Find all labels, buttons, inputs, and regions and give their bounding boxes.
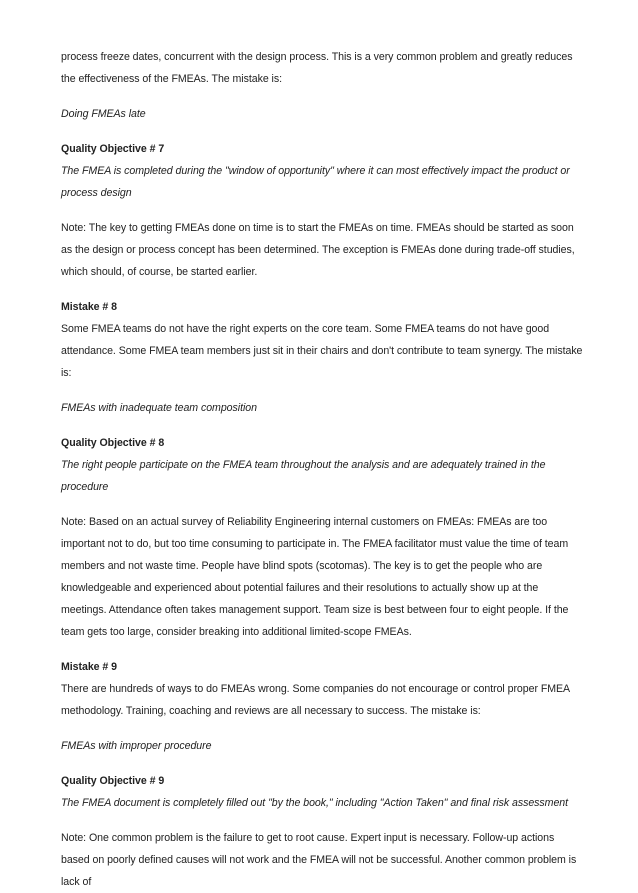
mistake-9-summary: FMEAs with improper procedure <box>61 740 212 752</box>
intro-paragraph: process freeze dates, concurrent with the design process. This is a very common problem and greatly reduces the effectiveness of the FMEAs. The mistake is: <box>61 51 573 85</box>
note-9: Note: One common problem is the failure to get to root cause. Expert input is necessary. Follow-up actions based on poorly defined causes will not work and the FMEA will not be successful. Another common problem is lack of <box>61 832 577 888</box>
objective-8-heading: Quality Objective # 8 <box>61 437 165 449</box>
objective-9-heading: Quality Objective # 9 <box>61 775 165 787</box>
objective-7-block <box>61 138 584 204</box>
objective-7-heading: Quality Objective # 7 <box>61 143 165 155</box>
note-8: Note: Based on an actual survey of Reliability Engineering internal customers on FMEAs: FMEAs are too important not to do, but too time consuming to participate in. The FMEA facilitator must value the time of team members and not waste time. People have blind spots (scotomas). The key is to get the people who are knowledgeable and experienced about potential failures and their resolutions to actually show up at the meetings. Attendance often takes management support. Team size is best between four to eight people. If the team gets too large, consider breaking into additional limited-scope FMEAs. <box>61 516 569 638</box>
objective-8-text: The right people participate on the FMEA team throughout the analysis and are adequately trained in the procedure <box>61 459 546 493</box>
mistake-8-heading: Mistake # 8 <box>61 301 117 313</box>
mistake-9-block <box>61 656 584 722</box>
mistake-8-block <box>61 296 584 384</box>
objective-7-text: The FMEA is completed during the "window of opportunity" where it can most effectively impact the product or process design <box>61 165 570 199</box>
mistake-7-summary: Doing FMEAs late <box>61 108 146 120</box>
note-7: Note: The key to getting FMEAs done on time is to start the FMEAs on time. FMEAs should be started as soon as the design or process concept has been determined. The exception is FMEAs done during trade-off studies, which should, of course, be started earlier. <box>61 222 575 278</box>
mistake-8-text: Some FMEA teams do not have the right experts on the core team. Some FMEA teams do not have good attendance. Some FMEA team members just sit in their chairs and don't contribute to team synergy. The mistake is: <box>61 323 583 379</box>
objective-9-text: The FMEA document is completely filled out "by the book," including "Action Taken" and final risk assessment <box>61 797 569 809</box>
mistake-9-text: There are hundreds of ways to do FMEAs wrong. Some companies do not encourage or control proper FMEA methodology. Training, coaching and reviews are all necessary to success. The mistake is: <box>61 683 570 717</box>
objective-8-block <box>61 432 584 498</box>
mistake-8-summary: FMEAs with inadequate team composition <box>61 402 257 414</box>
objective-9-block <box>61 770 584 814</box>
mistake-9-heading: Mistake # 9 <box>61 661 117 673</box>
